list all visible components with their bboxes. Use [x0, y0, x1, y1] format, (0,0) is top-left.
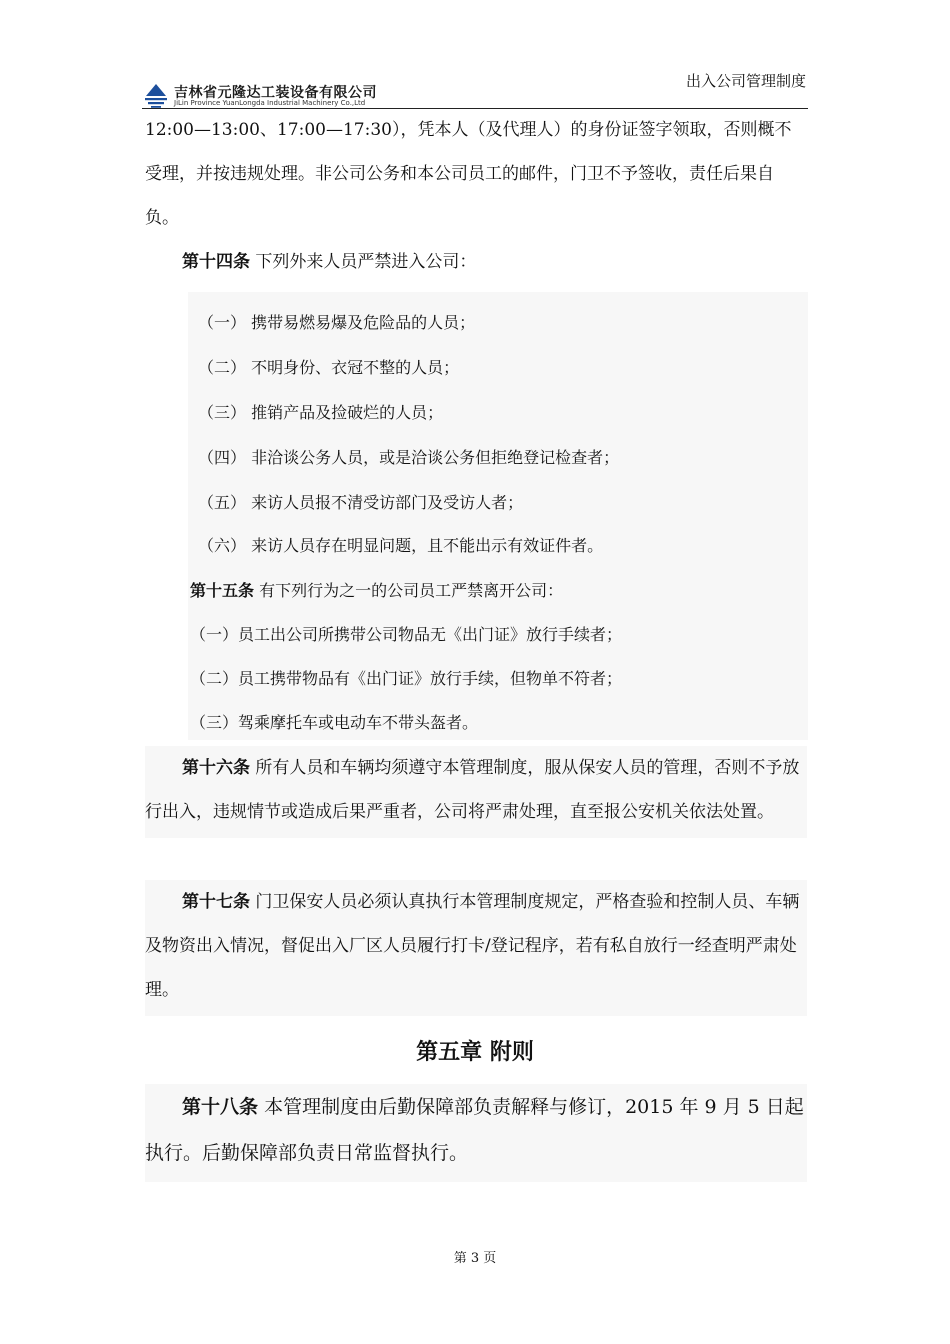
chapter-heading: 第五章 附则 — [416, 1040, 534, 1065]
list-item-text: 不明身份、衣冠不整的人员； — [251, 358, 460, 377]
list-item-text: 携带易燃易爆及危险品的人员； — [251, 313, 476, 332]
article-15-heading — [190, 580, 563, 602]
article-13-text: 12:00—13:00、17:00—17:30），凭本人（及代理人）的身份证签字领取，否则概不受理，并按违规处理。非公司公务和本公司员工的邮件，门卫不予签收，责任后果自负。 — [145, 120, 792, 228]
list-item-number: （四） — [198, 448, 247, 467]
article-16-label: 第十六条 — [182, 758, 250, 778]
list-item-number: （五） — [198, 493, 247, 512]
article-17-label: 第十七条 — [182, 892, 250, 912]
article-15-text: 有下列行为之一的公司员工严禁离开公司： — [259, 581, 564, 600]
list-item-text: 来访人员报不清受访部门及受访人者； — [251, 493, 524, 512]
article-16-text: 所有人员和车辆均须遵守本管理制度，服从保安人员的管理，否则不予放行出入，违规情节或造成后果严重者，公司将严肃处理，直至报公安机关依法处置。 — [145, 758, 800, 822]
list-item — [190, 668, 622, 690]
article-15-label: 第十五条 — [190, 581, 255, 600]
article-17-text: 门卫保安人员必须认真执行本管理制度规定，严格查验和控制人员、车辆及物资出入情况，督促出入厂区人员履行打卡/登记程序，若有私自放行一经查明严肃处理。 — [145, 892, 800, 1000]
list-item — [198, 492, 523, 514]
list-item — [198, 402, 443, 424]
article-16 — [145, 746, 807, 838]
article-13-continuation — [145, 108, 807, 240]
list-item-number: （一） — [198, 313, 247, 332]
company-logo — [142, 82, 377, 110]
article-18-label: 第十八条 — [182, 1096, 259, 1118]
list-item — [190, 624, 622, 646]
company-name-en: JiLin Province YuanLongda Industrial Machinery Co.,Ltd — [174, 99, 366, 107]
list-item-text: 来访人员存在明显问题，且不能出示有效证件者。 — [251, 536, 604, 555]
article-14-text: 下列外来人员严禁进入公司： — [255, 252, 477, 272]
list-item — [198, 535, 603, 557]
article-18 — [145, 1084, 807, 1182]
list-item-number: （三） — [198, 403, 247, 422]
list-item-text: （三）驾乘摩托车或电动车不带头盔者。 — [190, 713, 479, 732]
logo-emblem-icon — [142, 82, 170, 108]
list-item-text: 非洽谈公务人员，或是洽谈公务但拒绝登记检查者； — [251, 448, 620, 467]
document-title: 出入公司管理制度 — [685, 72, 806, 90]
list-item-text: 推销产品及捡破烂的人员； — [251, 403, 444, 422]
article-18-text: 本管理制度由后勤保障部负责解释与修订，2015 年 9 月 5 日起执行。后勤保障部负责日常监督执行。 — [145, 1096, 804, 1164]
list-item-number: （六） — [198, 536, 247, 555]
list-item — [198, 357, 459, 379]
article-17 — [145, 880, 807, 1016]
article-14-list — [188, 292, 808, 568]
list-item-number: （二） — [198, 358, 247, 377]
article-14-heading — [145, 240, 807, 284]
list-item — [190, 712, 478, 734]
list-item — [198, 447, 619, 469]
company-name-cn: 吉林省元隆达工装设备有限公司 — [174, 85, 377, 101]
list-item — [198, 312, 475, 334]
page-number: 第 3 页 — [453, 1251, 497, 1266]
article-14-label: 第十四条 — [182, 252, 250, 272]
article-15-block — [188, 568, 808, 740]
list-item-text: （一）员工出公司所携带公司物品无《出门证》放行手续者； — [190, 625, 623, 644]
list-item-text: （二）员工携带物品有《出门证》放行手续，但物单不符者； — [190, 669, 623, 688]
